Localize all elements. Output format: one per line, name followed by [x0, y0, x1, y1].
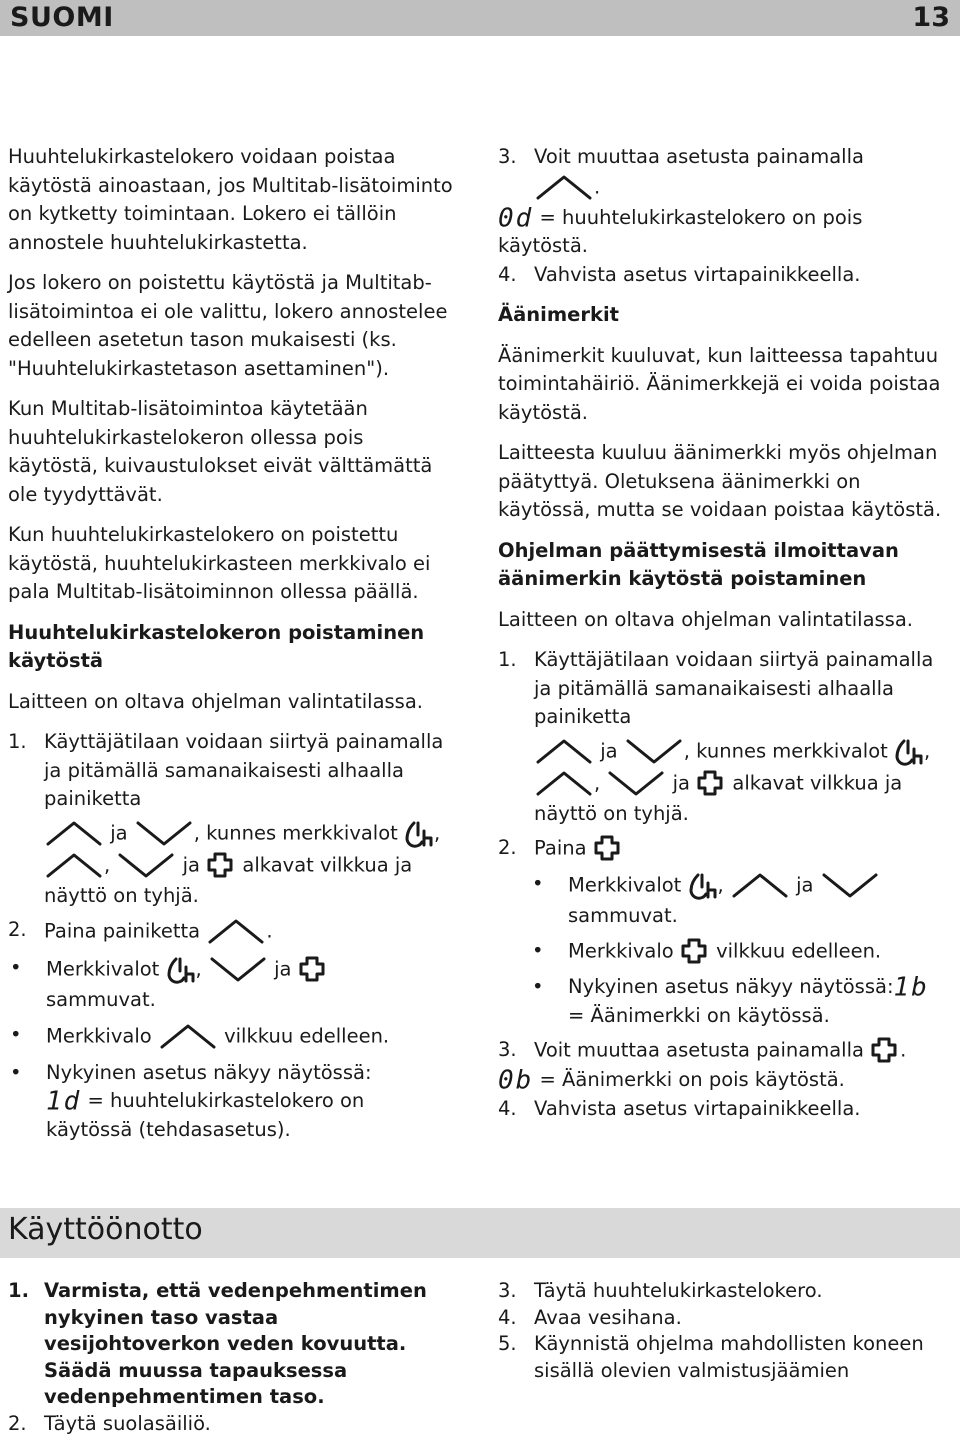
- step-text: Käynnistä ohjelma mahdollisten koneen sisällä olevien valmistusjäämien: [534, 1332, 924, 1382]
- bottom-right: [498, 1278, 948, 1384]
- bullet-text-end: vilkkuu edelleen.: [716, 939, 881, 962]
- code-note: = huuhtelukirkastelokero on pois käytöstä.: [498, 206, 862, 258]
- setup-step-4: [498, 1305, 948, 1332]
- step-text: Vahvista asetus virtapainikkeella.: [534, 1097, 860, 1120]
- bullet-text-end: = huuhtelukirkastelokero on käytössä (tehdasasetus).: [46, 1089, 364, 1141]
- step-end: näyttö on tyhjä.: [534, 800, 948, 829]
- left-para-1: Huuhtelukirkastelokero voidaan poistaa käytöstä ainoastaan, jos Multitab-lisätoiminto on kytketty toimintaan. Lokero ei tällöin annostele huuhtelukirkastetta.: [8, 143, 453, 257]
- ja-label: ja: [600, 739, 617, 762]
- step-number: 1.: [8, 728, 27, 757]
- left-column: [8, 143, 453, 1150]
- chevron-up-icon: [44, 818, 104, 850]
- setup-step-1: [8, 1278, 458, 1411]
- step-text: Paina: [534, 837, 587, 860]
- code-note: = Äänimerkki on pois käytöstä.: [540, 1068, 845, 1091]
- step-number: 1.: [8, 1278, 29, 1305]
- chevron-up-icon: [158, 1021, 218, 1053]
- step-text: Varmista, että vedenpehmentimen nykyinen taso vastaa vesijohtoverkon veden kovuutta. Säädä muussa tapauksessa vedenpehmentimen taso.: [44, 1279, 427, 1408]
- right-step-3b: [498, 1036, 948, 1066]
- chevron-up-icon: [534, 172, 594, 204]
- right-para-1: Äänimerkit kuuluvat, kun laitteessa tapahtuu toimintahäiriö. Äänimerkkejä ei voida poistaa käytöstä.: [498, 342, 948, 428]
- bullet-text: Nykyinen asetus näkyy näytössä:: [46, 1061, 372, 1084]
- bullet-text-end: sammuvat.: [46, 986, 453, 1015]
- step-text: Avaa vesihana.: [534, 1306, 682, 1329]
- comma: ,: [718, 874, 724, 897]
- rinse-aid-icon: [166, 955, 196, 985]
- step-text: Paina painiketta: [44, 920, 200, 943]
- right-step-4b: [498, 1095, 948, 1124]
- step-text: Käyttäjätilaan voidaan siirtyä painamalla ja pitämällä samanaikaisesti alhaalla painiketta: [44, 730, 443, 810]
- display-code: 0d: [498, 203, 533, 233]
- step-number: 3.: [498, 143, 517, 172]
- right-bullet-1: • Merkkivalot , ja sammuvat.: [530, 870, 948, 931]
- comma: ,: [434, 821, 440, 844]
- bullet-text: Merkkivalo: [46, 1024, 152, 1047]
- comma: ,: [594, 771, 600, 794]
- bottom-left: [8, 1278, 458, 1437]
- right-bullet-2: • Merkkivalo vilkkuu edelleen.: [530, 937, 948, 967]
- step-text: Käyttäjätilaan voidaan siirtyä painamalla ja pitämällä samanaikaisesti alhaalla painiketta: [534, 648, 933, 728]
- step-number: 5.: [498, 1331, 517, 1358]
- ja-label: ja: [796, 874, 813, 897]
- right-para-2: Laitteesta kuuluu äänimerkki myös ohjelman päätyttyä. Oletuksena äänimerkki on käytössä, mutta se voidaan poistaa käytöstä.: [498, 439, 948, 525]
- display-code: 0b: [498, 1065, 533, 1095]
- blink-label: alkavat vilkkua ja: [732, 771, 902, 794]
- section-heading-end-beep: Ohjelman päättymisestä ilmoittavan äänimerkin käytöstä poistaminen: [498, 537, 948, 594]
- display-code: 1b: [894, 972, 929, 1002]
- step-number: 4.: [498, 261, 517, 290]
- step-number: 4.: [498, 1305, 517, 1332]
- chevron-up-icon: [534, 768, 594, 800]
- setup-step-3: [498, 1278, 948, 1305]
- left-step-1: [8, 728, 453, 910]
- section-title: Käyttöönotto: [8, 1212, 203, 1247]
- right-column: [498, 143, 948, 1123]
- bullet-text-end: vilkkuu edelleen.: [224, 1024, 389, 1047]
- step-end: näyttö on tyhjä.: [44, 882, 453, 911]
- ja-label: ja: [110, 821, 127, 844]
- left-bullet-2: • Merkkivalo vilkkuu edelleen.: [8, 1021, 453, 1053]
- comma: ,: [196, 958, 202, 981]
- comma: ,: [924, 739, 930, 762]
- right-step-4: [498, 261, 948, 290]
- section-band: [0, 1208, 960, 1258]
- page-header: [0, 0, 960, 36]
- left-intro: Laitteen on oltava ohjelman valintatilassa.: [8, 688, 453, 717]
- step-text: Täytä suolasäiliö.: [44, 1412, 211, 1435]
- until-label: , kunnes merkkivalot: [684, 739, 888, 762]
- left-para-2: Jos lokero on poistettu käytöstä ja Multitab-lisätoimintoa ei ole valittu, lokero annostelee edelleen asetetun tason mukaisesti (ks. "Huuhtelukirkastetason asettaminen").: [8, 269, 453, 383]
- bullet-text: Nykyinen asetus näkyy näytössä:: [568, 975, 894, 998]
- left-bullet-1: • Merkkivalot , ja sammuvat.: [8, 954, 453, 1015]
- setup-step-2: [8, 1411, 458, 1437]
- step-number: 1.: [498, 646, 517, 675]
- salt-icon: [680, 937, 710, 967]
- rinse-aid-icon: [404, 819, 434, 849]
- salt-icon: [696, 769, 726, 799]
- step-number: 2.: [8, 916, 27, 945]
- left-step-2: [8, 916, 453, 948]
- step-text: Voit muuttaa asetusta painamalla: [534, 145, 864, 168]
- step-number: 3.: [498, 1036, 517, 1065]
- step-text: Vahvista asetus virtapainikkeella.: [534, 263, 860, 286]
- dot: .: [594, 175, 600, 198]
- step-number: 4.: [498, 1095, 517, 1124]
- chevron-up-icon: [730, 870, 790, 902]
- setup-step-5: [498, 1331, 948, 1384]
- right-step-3: [498, 143, 948, 204]
- dot: .: [266, 920, 272, 943]
- chevron-down-icon: [820, 870, 880, 902]
- step-text: Voit muuttaa asetusta painamalla: [534, 1039, 864, 1062]
- left-para-3: Kun Multitab-lisätoimintoa käytetään huuhtelukirkastelokeron ollessa pois käytöstä, kuivaustulokset eivät välttämättä ole tyydyttävät.: [8, 395, 453, 509]
- chevron-down-icon: [116, 850, 176, 882]
- salt-icon: [298, 955, 328, 985]
- language-title: SUOMI: [10, 2, 114, 33]
- salt-icon: [870, 1036, 900, 1066]
- chevron-down-icon: [134, 818, 194, 850]
- chevron-down-icon: [606, 768, 666, 800]
- right-step-1: [498, 646, 948, 828]
- left-para-4: Kun huuhtelukirkastelokero on poistettu käytöstä, huuhtelukirkasteen merkkivalo ei pala Multitab-lisätoiminnon ollessa päällä.: [8, 521, 453, 607]
- chevron-up-icon: [534, 736, 594, 768]
- chevron-up-icon: [44, 850, 104, 882]
- salt-icon: [593, 834, 623, 864]
- ja-label: ja: [183, 853, 200, 876]
- step-text: Täytä huuhtelukirkastelokero.: [534, 1279, 823, 1302]
- comma: ,: [104, 853, 110, 876]
- bullet-text: Merkkivalot: [568, 874, 681, 897]
- chevron-down-icon: [624, 736, 684, 768]
- ja-label: ja: [673, 771, 690, 794]
- right-intro: Laitteen on oltava ohjelman valintatilassa.: [498, 606, 948, 635]
- chevron-up-icon: [206, 916, 266, 948]
- step-number: 3.: [498, 1278, 517, 1305]
- left-bullet-3: • Nykyinen asetus näkyy näytössä: 1d = huuhtelukirkastelokero on käytössä (tehdasasetus).: [8, 1059, 453, 1145]
- salt-icon: [206, 851, 236, 881]
- right-step-2: [498, 834, 948, 864]
- rinse-aid-icon: [688, 871, 718, 901]
- bullet-text: Merkkivalot: [46, 958, 159, 981]
- section-heading-rinse: Huuhtelukirkastelokeron poistaminen käytöstä: [8, 619, 453, 676]
- step-number: 2.: [498, 834, 517, 863]
- rinse-aid-icon: [894, 737, 924, 767]
- bullet-text-end: sammuvat.: [568, 902, 948, 931]
- display-code: 1d: [46, 1086, 81, 1116]
- ja-label: ja: [274, 958, 291, 981]
- dot: .: [900, 1039, 906, 1062]
- until-label: , kunnes merkkivalot: [194, 821, 398, 844]
- section-heading-beeps: Äänimerkit: [498, 301, 948, 330]
- bullet-text-end: = Äänimerkki on käytössä.: [568, 1002, 948, 1031]
- blink-label: alkavat vilkkua ja: [242, 853, 412, 876]
- page-number: 13: [912, 2, 950, 33]
- chevron-down-icon: [208, 954, 268, 986]
- right-bullet-3: • Nykyinen asetus näkyy näytössä:1b = Äänimerkki on käytössä.: [530, 973, 948, 1030]
- step-number: 2.: [8, 1411, 27, 1437]
- bullet-text: Merkkivalo: [568, 939, 674, 962]
